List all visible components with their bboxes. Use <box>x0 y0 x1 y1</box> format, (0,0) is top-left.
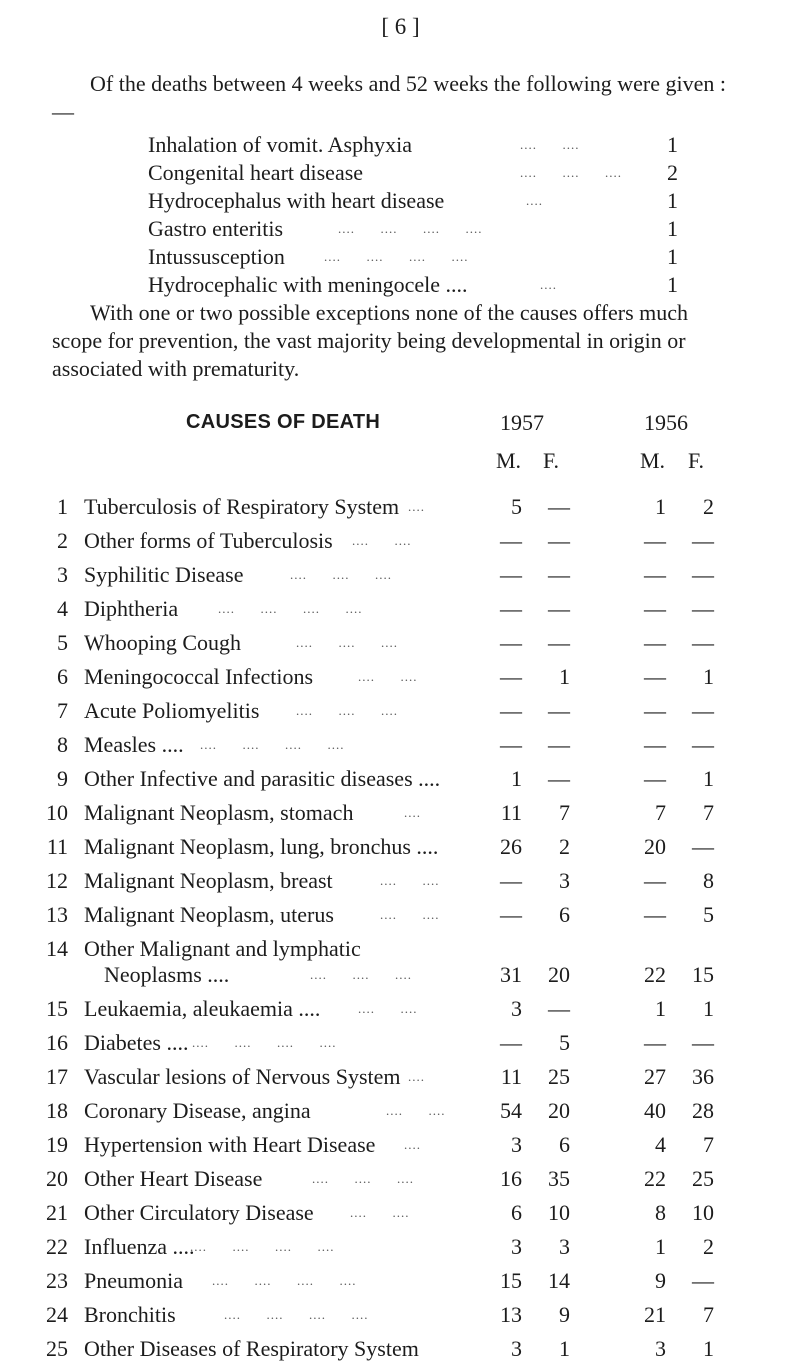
value-1957-female: 14 <box>548 1268 570 1293</box>
value-1957-female: — <box>548 766 570 791</box>
value-1956-female: 7 <box>703 1302 714 1327</box>
value-1956-male: — <box>644 562 666 587</box>
leader-dots: .... .... .... .... <box>212 1273 357 1288</box>
cause-name: Tuberculosis of Respiratory System <box>84 494 400 519</box>
value-1957-male: 11 <box>500 800 522 825</box>
cause-name: Leukaemia, aleukaemia .... <box>84 996 321 1021</box>
deaths-list-cause: Congenital heart disease <box>148 160 364 185</box>
value-1957-female: 20 <box>548 1098 570 1123</box>
cause-name: Malignant Neoplasm, uterus <box>84 902 334 927</box>
row-number: 23 <box>46 1268 68 1293</box>
value-1957-male: 3 <box>511 1132 522 1157</box>
deaths-list-item <box>148 159 688 187</box>
row-number: 16 <box>46 1030 68 1055</box>
cause-name: Malignant Neoplasm, lung, bronchus .... <box>84 834 439 859</box>
leader-dots: .... <box>408 1069 425 1084</box>
deaths-list-item <box>148 243 688 271</box>
value-1956-male: 20 <box>644 834 666 859</box>
value-1957-female: — <box>548 996 570 1021</box>
deaths-list-count: 1 <box>667 272 678 297</box>
value-1957-female: 3 <box>559 1234 570 1259</box>
value-1957-male: — <box>500 596 522 621</box>
value-1956-male: — <box>644 698 666 723</box>
cause-name: Whooping Cough <box>84 630 242 655</box>
infant-deaths-list <box>148 131 688 299</box>
leader-dots: .... .... .... <box>296 703 398 718</box>
table-row <box>0 932 801 992</box>
cause-name: Other Circulatory Disease <box>84 1200 314 1225</box>
deaths-list-count: 1 <box>667 188 678 213</box>
leader-dots: .... .... <box>380 907 440 922</box>
table-row <box>0 1230 801 1264</box>
value-1957-female: 10 <box>548 1200 570 1225</box>
table-row <box>0 660 801 694</box>
year-header-1957: 1957 <box>500 410 544 435</box>
cause-name: Other Infective and parasitic diseases .... <box>84 766 441 791</box>
table-title: CAUSES OF DEATH <box>186 411 381 433</box>
intro-paragraph: Of the deaths between 4 weeks and 52 weeks the following were given :— <box>52 71 726 124</box>
value-1956-male: 22 <box>644 1166 666 1191</box>
row-number: 22 <box>46 1234 68 1259</box>
row-number: 21 <box>46 1200 68 1225</box>
cause-name: Acute Poliomyelitis <box>84 698 260 723</box>
value-1957-male: 6 <box>511 1200 522 1225</box>
closing-paragraph: With one or two possible exceptions none of the causes offers much scope for prevention, the vast majority being developmental in origin or associated with prematurity. <box>52 300 689 381</box>
row-number: 18 <box>46 1098 68 1123</box>
cause-name: Syphilitic Disease <box>84 562 244 587</box>
deaths-list-count: 2 <box>667 160 678 185</box>
cause-name: Coronary Disease, angina <box>84 1098 311 1123</box>
value-1957-male: 11 <box>500 1064 522 1089</box>
leader-dots: .... <box>408 499 425 514</box>
cause-name: Malignant Neoplasm, breast <box>84 868 333 893</box>
table-row <box>0 992 801 1026</box>
deaths-list-count: 1 <box>667 132 678 157</box>
value-1956-male: — <box>644 766 666 791</box>
table-row <box>0 592 801 626</box>
value-1957-female: 7 <box>559 800 570 825</box>
table-row <box>0 1162 801 1196</box>
leader-dots: .... .... .... <box>312 1171 414 1186</box>
value-1957-female: 3 <box>559 868 570 893</box>
value-1956-male: 4 <box>655 1132 666 1157</box>
leader-dots: .... .... <box>386 1103 446 1118</box>
leader-dots: .... .... <box>520 137 580 152</box>
deaths-list-item <box>148 187 688 215</box>
table-row <box>0 1264 801 1298</box>
leader-dots: .... .... .... .... <box>338 221 483 236</box>
value-1957-male: 31 <box>500 962 522 987</box>
leader-dots: .... .... .... <box>520 165 622 180</box>
cause-name: Vascular lesions of Nervous System <box>84 1064 401 1089</box>
value-1956-female: 7 <box>703 1132 714 1157</box>
row-number: 24 <box>46 1302 68 1327</box>
deaths-list-count: 1 <box>667 244 678 269</box>
leader-dots: .... <box>526 193 543 208</box>
value-1956-female: — <box>692 698 714 723</box>
row-number: 15 <box>46 996 68 1021</box>
value-1957-male: — <box>500 902 522 927</box>
leader-dots: .... .... .... .... <box>190 1239 335 1254</box>
value-1956-female: — <box>692 732 714 757</box>
value-1956-male: — <box>644 630 666 655</box>
value-1957-male: 3 <box>511 1234 522 1259</box>
value-1957-male: 16 <box>500 1166 522 1191</box>
value-1956-female: 2 <box>703 494 714 519</box>
value-1956-male: 21 <box>644 1302 666 1327</box>
value-1956-male: — <box>644 902 666 927</box>
table-row <box>0 626 801 660</box>
value-1957-female: — <box>548 732 570 757</box>
value-1956-male: 9 <box>655 1268 666 1293</box>
value-1957-female: — <box>548 562 570 587</box>
value-1957-female: 35 <box>548 1166 570 1191</box>
table-row <box>0 524 801 558</box>
value-1956-female: 7 <box>703 800 714 825</box>
table-row <box>0 830 801 864</box>
leader-dots: .... .... .... .... <box>218 601 363 616</box>
cause-name: Influenza .... <box>84 1234 195 1259</box>
cause-name: Hypertension with Heart Disease <box>84 1132 376 1157</box>
value-1956-female: 15 <box>692 962 714 987</box>
table-row <box>0 864 801 898</box>
row-number: 13 <box>46 902 68 927</box>
cause-name: Pneumonia <box>84 1268 183 1293</box>
table-row <box>0 1094 801 1128</box>
value-1956-female: — <box>692 562 714 587</box>
value-1957-male: 3 <box>511 1336 522 1361</box>
value-1957-male: — <box>500 698 522 723</box>
value-1956-male: 1 <box>655 494 666 519</box>
leader-dots: .... .... <box>380 873 440 888</box>
leader-dots: .... <box>404 1137 421 1152</box>
leader-dots: .... .... .... .... <box>324 249 469 264</box>
row-number: 7 <box>57 698 68 723</box>
row-number: 3 <box>57 562 68 587</box>
value-1957-male: 26 <box>500 834 522 859</box>
value-1956-female: 1 <box>703 996 714 1021</box>
row-number: 2 <box>57 528 68 553</box>
leader-dots: .... .... .... <box>290 567 392 582</box>
value-1957-female: — <box>548 494 570 519</box>
causes-of-death-table <box>0 490 801 1366</box>
value-1956-male: 22 <box>644 962 666 987</box>
cause-name: Other Diseases of Respiratory System <box>84 1336 419 1361</box>
sex-header-f-1957: F. <box>543 448 559 473</box>
page-number: [ 6 ] <box>381 14 420 39</box>
table-row <box>0 1196 801 1230</box>
sex-header-f-1956: F. <box>688 448 704 473</box>
cause-name: Other Heart Disease <box>84 1166 263 1191</box>
value-1957-female: 1 <box>559 664 570 689</box>
row-number: 25 <box>46 1336 68 1361</box>
deaths-list-cause: Inhalation of vomit. Asphyxia <box>148 132 412 157</box>
cause-name: Diphtheria <box>84 596 179 621</box>
table-row <box>0 762 801 796</box>
deaths-list-item <box>148 271 688 299</box>
leader-dots: .... .... <box>352 533 412 548</box>
value-1956-female: — <box>692 630 714 655</box>
value-1957-female: 20 <box>548 962 570 987</box>
value-1957-male: 3 <box>511 996 522 1021</box>
value-1956-female: 1 <box>703 664 714 689</box>
value-1956-female: 28 <box>692 1098 714 1123</box>
table-row <box>0 694 801 728</box>
value-1957-male: 15 <box>500 1268 522 1293</box>
row-number: 19 <box>46 1132 68 1157</box>
value-1956-male: — <box>644 664 666 689</box>
leader-dots: .... .... <box>358 669 418 684</box>
cause-name: Bronchitis <box>84 1302 176 1327</box>
leader-dots: .... .... .... <box>310 967 412 982</box>
value-1957-male: 1 <box>511 766 522 791</box>
value-1957-female: 9 <box>559 1302 570 1327</box>
value-1957-female: — <box>548 596 570 621</box>
sex-header-m-1957: M. <box>496 448 522 473</box>
table-row <box>0 1332 801 1366</box>
table-row <box>0 1060 801 1094</box>
value-1956-male: — <box>644 1030 666 1055</box>
row-number: 11 <box>46 834 68 859</box>
value-1956-female: 1 <box>703 766 714 791</box>
row-number: 10 <box>46 800 68 825</box>
leader-dots: .... .... <box>358 1001 418 1016</box>
value-1956-male: 1 <box>655 996 666 1021</box>
value-1956-female: — <box>692 1030 714 1055</box>
value-1957-male: — <box>500 664 522 689</box>
value-1956-male: — <box>644 528 666 553</box>
value-1956-female: — <box>692 1268 714 1293</box>
table-row <box>0 1026 801 1060</box>
value-1957-female: — <box>548 630 570 655</box>
value-1957-female: 6 <box>559 902 570 927</box>
value-1956-female: 10 <box>692 1200 714 1225</box>
leader-dots: .... <box>540 277 557 292</box>
value-1956-male: 40 <box>644 1098 666 1123</box>
leader-dots: .... .... .... <box>296 635 398 650</box>
table-row <box>0 898 801 932</box>
leader-dots: .... .... .... .... <box>200 737 345 752</box>
value-1957-male: — <box>500 562 522 587</box>
value-1956-female: 5 <box>703 902 714 927</box>
value-1957-male: 5 <box>511 494 522 519</box>
value-1956-male: 1 <box>655 1234 666 1259</box>
leader-dots: .... .... <box>350 1205 410 1220</box>
table-row <box>0 558 801 592</box>
value-1957-female: — <box>548 528 570 553</box>
value-1956-female: 36 <box>692 1064 714 1089</box>
deaths-list-cause: Hydrocephalus with heart disease <box>148 188 445 213</box>
year-header-1956: 1956 <box>644 410 688 435</box>
table-row <box>0 1298 801 1332</box>
deaths-list-cause: Intussusception <box>148 244 285 269</box>
row-number: 4 <box>57 596 68 621</box>
deaths-list-item <box>148 215 688 243</box>
value-1957-male: — <box>500 528 522 553</box>
row-number: 12 <box>46 868 68 893</box>
cause-name: Malignant Neoplasm, stomach <box>84 800 354 825</box>
cause-name-continued: Neoplasms .... <box>104 962 230 987</box>
table-row <box>0 1128 801 1162</box>
value-1956-female: — <box>692 528 714 553</box>
table-row <box>0 728 801 762</box>
value-1957-female: 6 <box>559 1132 570 1157</box>
deaths-list-cause: Gastro enteritis <box>148 216 284 241</box>
value-1957-male: — <box>500 630 522 655</box>
value-1956-male: 8 <box>655 1200 666 1225</box>
value-1956-male: — <box>644 596 666 621</box>
row-number: 17 <box>46 1064 68 1089</box>
table-row <box>0 796 801 830</box>
deaths-list-cause: Hydrocephalic with meningocele .... <box>148 272 468 297</box>
cause-name: Diabetes .... <box>84 1030 189 1055</box>
leader-dots: .... .... .... .... <box>192 1035 337 1050</box>
value-1956-female: 8 <box>703 868 714 893</box>
row-number: 14 <box>46 936 68 961</box>
value-1957-female: 5 <box>559 1030 570 1055</box>
cause-name: Other forms of Tuberculosis <box>84 528 333 553</box>
deaths-list-count: 1 <box>667 216 678 241</box>
value-1957-male: 54 <box>500 1098 522 1123</box>
value-1957-female: 25 <box>548 1064 570 1089</box>
sex-header-m-1956: M. <box>640 448 666 473</box>
leader-dots: .... .... .... .... <box>224 1307 369 1322</box>
leader-dots: .... <box>404 805 421 820</box>
row-number: 9 <box>57 766 68 791</box>
value-1956-male: — <box>644 868 666 893</box>
value-1957-male: — <box>500 1030 522 1055</box>
value-1956-female: 1 <box>703 1336 714 1361</box>
value-1957-male: 13 <box>500 1302 522 1327</box>
value-1956-male: 27 <box>644 1064 666 1089</box>
value-1956-female: — <box>692 596 714 621</box>
row-number: 1 <box>57 494 68 519</box>
row-number: 8 <box>57 732 68 757</box>
deaths-list-item <box>148 131 688 159</box>
value-1957-female: — <box>548 698 570 723</box>
cause-name: Measles .... <box>84 732 184 757</box>
cause-name: Meningococcal Infections <box>84 664 314 689</box>
row-number: 5 <box>57 630 68 655</box>
table-row <box>0 490 801 524</box>
value-1957-male: — <box>500 868 522 893</box>
value-1956-male: 7 <box>655 800 666 825</box>
value-1957-female: 2 <box>559 834 570 859</box>
row-number: 6 <box>57 664 68 689</box>
row-number: 20 <box>46 1166 68 1191</box>
value-1956-male: — <box>644 732 666 757</box>
cause-name: Other Malignant and lymphatic <box>84 936 361 961</box>
value-1956-female: 25 <box>692 1166 714 1191</box>
value-1956-female: — <box>692 834 714 859</box>
value-1957-female: 1 <box>559 1336 570 1361</box>
value-1956-male: 3 <box>655 1336 666 1361</box>
value-1956-female: 2 <box>703 1234 714 1259</box>
value-1957-male: — <box>500 732 522 757</box>
